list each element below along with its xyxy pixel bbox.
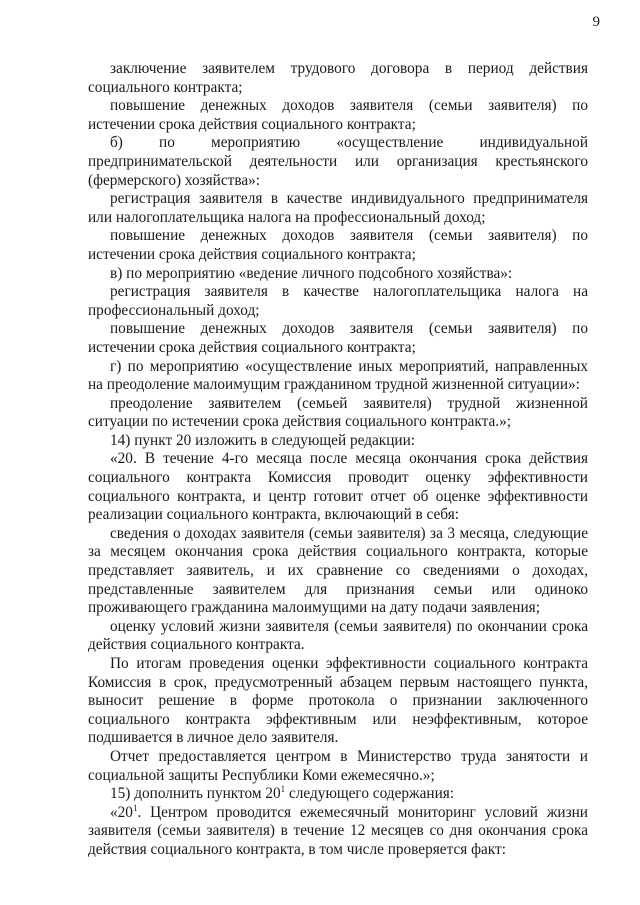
paragraph-item-15-text-end: следующего содержания:	[285, 785, 455, 803]
paragraph: г) по мероприятию «осуществление иных мероприятий, направленных на преодоление малоимущим гражданином трудной жизненной ситуации»:	[88, 357, 588, 394]
paragraph: в) по мероприятию «ведение личного подсобного хозяйства»:	[110, 264, 513, 282]
paragraph: 14) пункт 20 изложить в следующей редакции:	[110, 431, 416, 449]
paragraph: «20. В течение 4-го месяца после месяца окончания срока действия социального контракта Комиссия проводит оценку эффективности социального контракта, и центр готовит отчет об оценке эффективности реализации социального контракта, включающий в себя:	[88, 450, 588, 524]
superscript: 1	[280, 784, 286, 795]
paragraph-item-15-text: 15) дополнить пунктом 20	[110, 785, 281, 803]
document-body	[88, 60, 588, 860]
paragraph: преодоление заявителем (семьей заявителя) трудной жизненной ситуации по истечении срока действия социального контракта.»;	[88, 394, 588, 431]
paragraph: повышение денежных доходов заявителя (семьи заявителя) по истечении срока действия социального контракта;	[88, 97, 588, 133]
paragraph-item-20-1	[88, 804, 588, 860]
paragraph: регистрация заявителя в качестве налогоплательщика налога на профессиональный доход;	[88, 283, 588, 319]
superscript: 1	[132, 802, 138, 813]
paragraph-item-20-1-text: «20	[110, 803, 133, 821]
paragraph-item-20-1-text-end: . Центром проводится ежемесячный мониторинг условий жизни заявителя (семьи заявителя) в течение 12 месяцев со дня окончания срока действия социального контракта, в том числе проверяется факт:	[88, 803, 588, 858]
paragraph: сведения о доходах заявителя (семьи заявителя) за 3 месяца, следующие за месяцем окончания срока действия социального контракта, которые представляет заявитель, и их сравнение со сведениями о доходах, представленные заявителем для признания семьи или одиноко проживающего гражданина малоимущими на дату подачи заявления;	[88, 524, 588, 617]
paragraph: заключение заявителем трудового договора в период действия социального контракта;	[88, 60, 588, 96]
paragraph-item-15	[88, 785, 588, 804]
paragraph: повышение денежных доходов заявителя (семьи заявителя) по истечении срока действия социального контракта;	[88, 320, 588, 356]
paragraph: регистрация заявителя в качестве индивидуального предпринимателя или налогоплательщика налога на профессиональный доход;	[88, 190, 588, 226]
paragraph: Отчет предоставляется центром в Министерство труда занятости и социальной защиты Республики Коми ежемесячно.»;	[88, 747, 588, 784]
paragraph: б) по мероприятию «осуществление индивидуальной предпринимательской деятельности или организация крестьянского (фермерского) хозяйства»:	[88, 134, 588, 189]
paragraph: По итогам проведения оценки эффективности социального контракта Комиссия в срок, предусмотренный абзацем первым настоящего пункта, выносит решение в форме протокола о признании заключенного социального контракта эффективным или неэффективным, которое подшивается в личное дело заявителя.	[88, 655, 588, 747]
paragraph: оценку условий жизни заявителя (семьи заявителя) по окончании срока действия социального контракта.	[88, 617, 588, 654]
paragraph: повышение денежных доходов заявителя (семьи заявителя) по истечении срока действия социального контракта;	[88, 227, 588, 263]
page-number: 9	[592, 14, 600, 30]
